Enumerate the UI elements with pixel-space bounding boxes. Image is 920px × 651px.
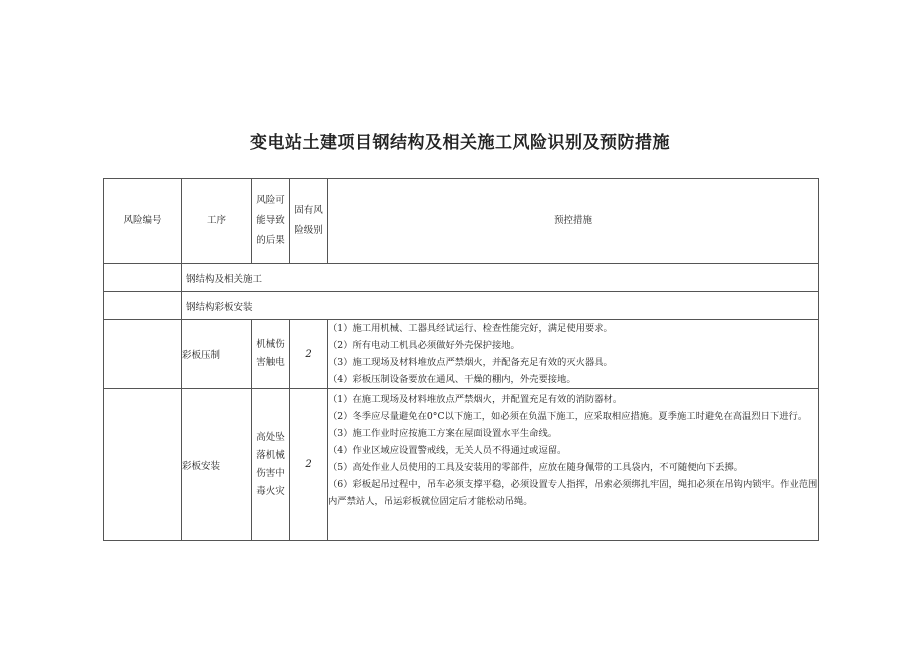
consequence-cell: 机械伤害触电 [252,320,290,389]
document-title: 变电站土建项目钢结构及相关施工风险识别及预防措施 [250,133,670,153]
measure-item: （3）施工现场及材料堆放点严禁烟火，并配备充足有效的灭火器具。 [328,357,613,368]
header-measures: 预控措施 [328,179,819,264]
measure-item: （4）作业区域应设置警戒线，无关人员不得通过或逗留。 [328,445,567,456]
header-risk-no: 风险编号 [104,179,182,264]
header-consequence: 风险可能导致的后果 [252,179,290,264]
section-risk-no-cell [104,292,182,320]
risk-level-cell: 2 [290,320,328,389]
risk-no-cell [104,389,182,541]
process-cell: 彩板压制 [182,320,252,389]
section-label: 钢结构及相关施工 [182,264,819,292]
measures-cell [328,320,819,389]
section-row [104,292,819,320]
section-risk-no-cell [104,264,182,292]
measure-item: （3）施工作业时应按施工方案在屋面设置水平生命线。 [328,428,558,439]
measure-item: （1）施工用机械、工器具经试运行、检查性能完好，满足使用要求。 [328,323,613,334]
risk-no-cell [104,320,182,389]
section-label: 钢结构彩板安装 [182,292,819,320]
risk-table [103,178,819,541]
measure-item: （1）在施工现场及材料堆放点严禁烟火，并配置充足有效的消防器材。 [328,394,623,405]
header-process: 工序 [182,179,252,264]
measure-item: （4）彩板压制设备要放在通风、干燥的棚内，外壳要接地。 [328,374,576,385]
measure-item: （2）所有电动工机具必须做好外壳保护接地。 [328,340,520,351]
section-row [104,264,819,292]
measure-item: （6）彩板起吊过程中，吊车必须支撑平稳，必须设置专人指挥，吊索必须绑扎牢固，绳扣必须在吊钩内锁牢。作业范围内严禁站人，吊运彩板就位固定后才能松动吊绳。 [328,479,818,507]
measure-item: （2）冬季应尽量避免在0°C以下施工，如必须在负温下施工，应采取相应措施。夏季施工时避免在高温烈日下进行。 [328,411,808,422]
measure-item: （5）高处作业人员使用的工具及安装用的零部件，应放在随身佩带的工具袋内，不可随便向下丢掷。 [328,462,743,473]
consequence-cell: 高处坠落机械伤害中毒火灾 [252,389,290,541]
process-cell: 彩板安装 [182,389,252,541]
table-row [104,389,819,541]
table-row [104,320,819,389]
risk-level-cell: 2 [290,389,328,541]
header-inherent-level: 固有风险级别 [290,179,328,264]
header-row [104,179,819,264]
measures-cell [328,389,819,541]
